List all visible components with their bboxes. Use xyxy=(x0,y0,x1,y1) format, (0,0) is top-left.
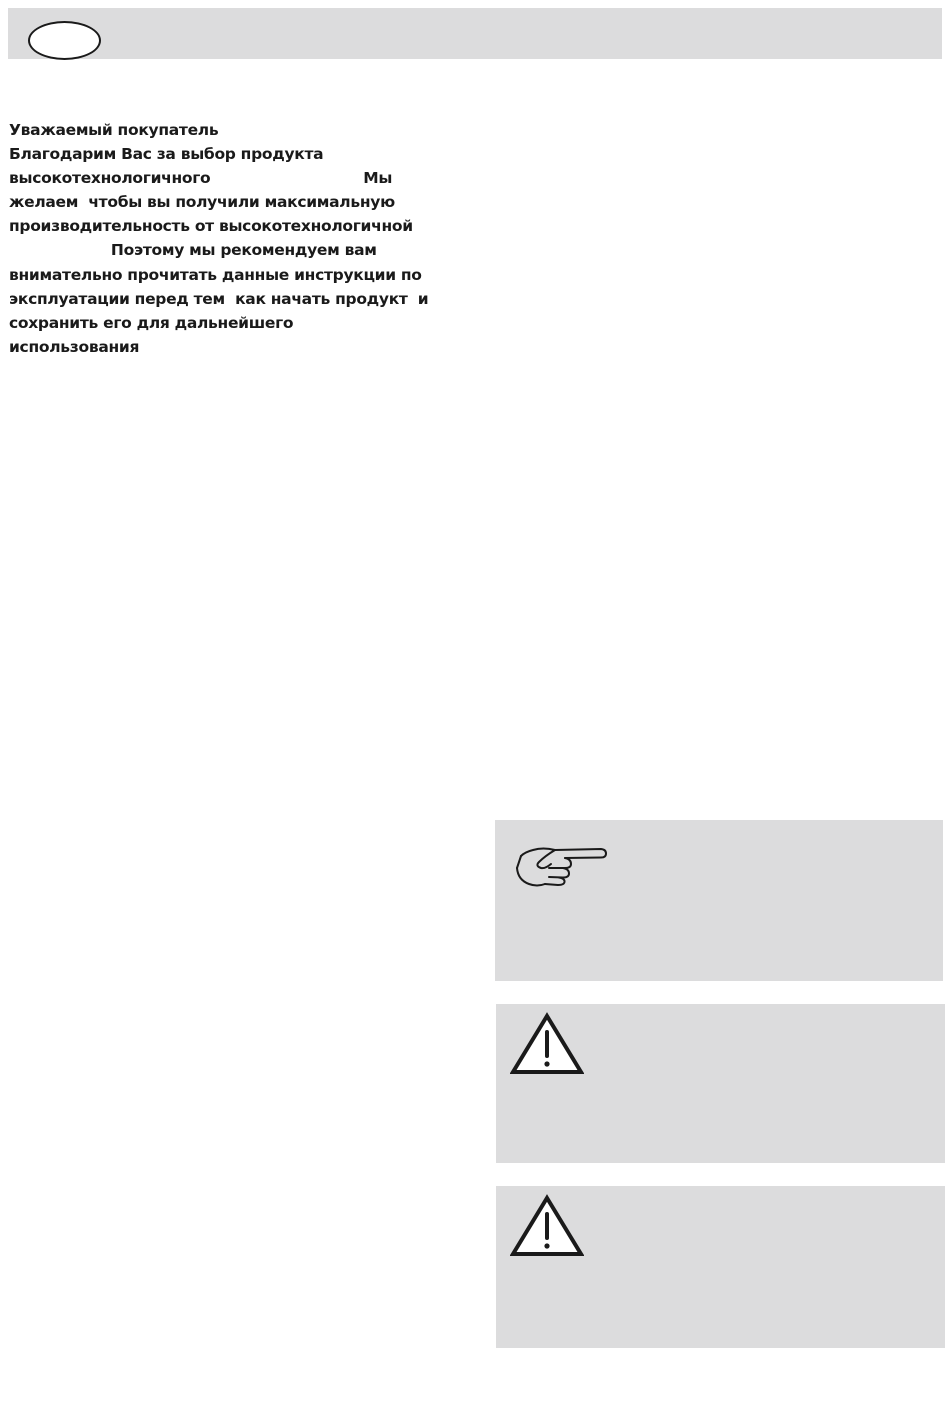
header-band xyxy=(8,8,942,59)
intro-line: Благодарим Вас за выбор продукта xyxy=(9,145,324,164)
warning-note-box xyxy=(496,1004,945,1163)
warning-triangle-icon xyxy=(510,1012,584,1076)
intro-text xyxy=(9,118,469,359)
tip-note-box xyxy=(495,820,943,981)
intro-line: Поэтому мы рекомендуем вам xyxy=(9,241,377,260)
intro-line: высокотехнологичного Мы xyxy=(9,169,393,188)
intro-line: эксплуатации перед тем как начать продукт и xyxy=(9,289,429,308)
intro-line: использования xyxy=(9,337,140,356)
language-badge xyxy=(28,21,101,60)
intro-line: сохранить его для дальнейшего xyxy=(9,313,294,332)
intro-line: производительность от высокотехнологичной xyxy=(9,217,413,236)
warning-triangle-icon xyxy=(510,1194,584,1258)
pointing-hand-icon xyxy=(515,842,607,888)
intro-line: Уважаемый покупатель xyxy=(9,121,219,139)
intro-line: желаем чтобы вы получили максимальную xyxy=(9,193,395,212)
warning-note-box xyxy=(496,1186,945,1348)
intro-line: внимательно прочитать данные инструкции по xyxy=(9,265,422,284)
